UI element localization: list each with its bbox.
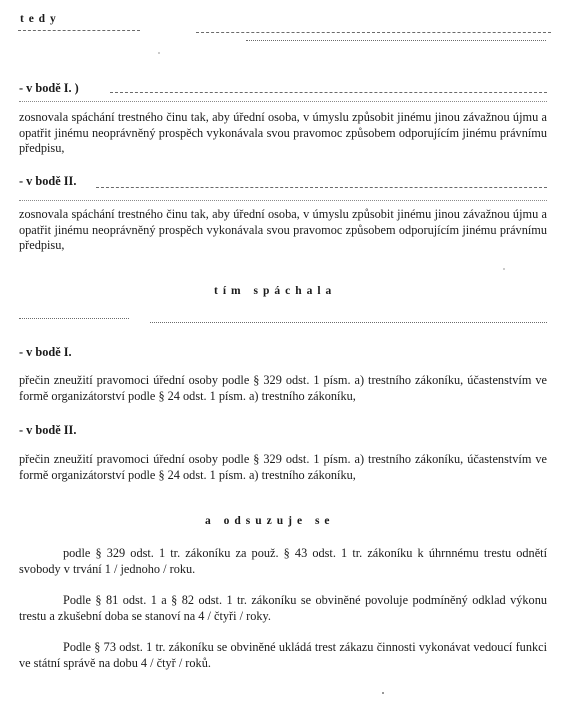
paragraph-bod1: zosnovala spáchání trestného činu tak, aby úřední osoba, v úmyslu způsobit jinému jinou závažnou újmu a opatřit jinému neoprávněný prospěch vykonávala svou pravomoc způsobem odporujícím jinému právnímu předpisu, (19, 110, 547, 155)
separator-line (19, 318, 129, 319)
separator-line (96, 187, 547, 188)
heading-tim-spachala: tím spáchala (214, 285, 337, 297)
scan-speck (158, 52, 160, 54)
separator-line (246, 40, 546, 41)
paragraph-zakaz-cinnosti: Podle § 73 odst. 1 tr. zákoníku se obviněné ukládá trest zákazu činnosti vykonávat vedoucí funkci ve státní správě na dobu 4 / čtyř / roků. (19, 640, 547, 670)
section-label-spachala-bod1: - v bodě I. (19, 345, 72, 359)
paragraph-bod2: zosnovala spáchání trestného činu tak, aby úřední osoba, v úmyslu způsobit jinému jinou závažnou újmu a opatřit jinému neoprávněný prospěch vykonávala svou pravomoc způsobem odporujícím jinému právnímu předpisu, (19, 207, 547, 252)
section-label-spachala-bod2: - v bodě II. (19, 423, 77, 437)
heading-odsuzuje: a odsuzuje se (205, 515, 335, 527)
paragraph-spachala-bod2: přečin zneužití pravomoci úřední osoby podle § 329 odst. 1 písm. a) trestního zákoníku, účastenstvím ve formě organizátorství podle § 24 odst. 1 písm. a) trestního zákoníku, (19, 452, 547, 482)
paragraph-podmineny-odklad: Podle § 81 odst. 1 a § 82 odst. 1 tr. zákoníku se obviněné povoluje podmíněný odklad výkonu trestu a zkušební doba se stanoví na 4 / čtyři / roky. (19, 593, 547, 623)
separator-line (196, 32, 551, 33)
section-label-bod1: - v bodě I. ) (19, 81, 79, 95)
scan-speck (382, 692, 384, 694)
scan-speck (503, 268, 505, 270)
section-label-bod2: - v bodě II. (19, 174, 77, 188)
tedy-label: t e d y (20, 13, 57, 25)
paragraph-spachala-bod1: přečin zneužití pravomoci úřední osoby podle § 329 odst. 1 písm. a) trestního zákoníku, účastenstvím ve formě organizátorství podle § 24 odst. 1 písm. a) trestního zákoníku, (19, 373, 547, 403)
separator-line (18, 30, 140, 31)
separator-line (19, 200, 547, 201)
separator-line (110, 92, 547, 93)
separator-line (19, 101, 547, 102)
separator-line (150, 322, 547, 323)
paragraph-trest-odneti-svobody: podle § 329 odst. 1 tr. zákoníku za použ. § 43 odst. 1 tr. zákoníku k úhrnnému trestu odnětí svobody v trvání 1 / jednoho / roku. (19, 546, 547, 576)
